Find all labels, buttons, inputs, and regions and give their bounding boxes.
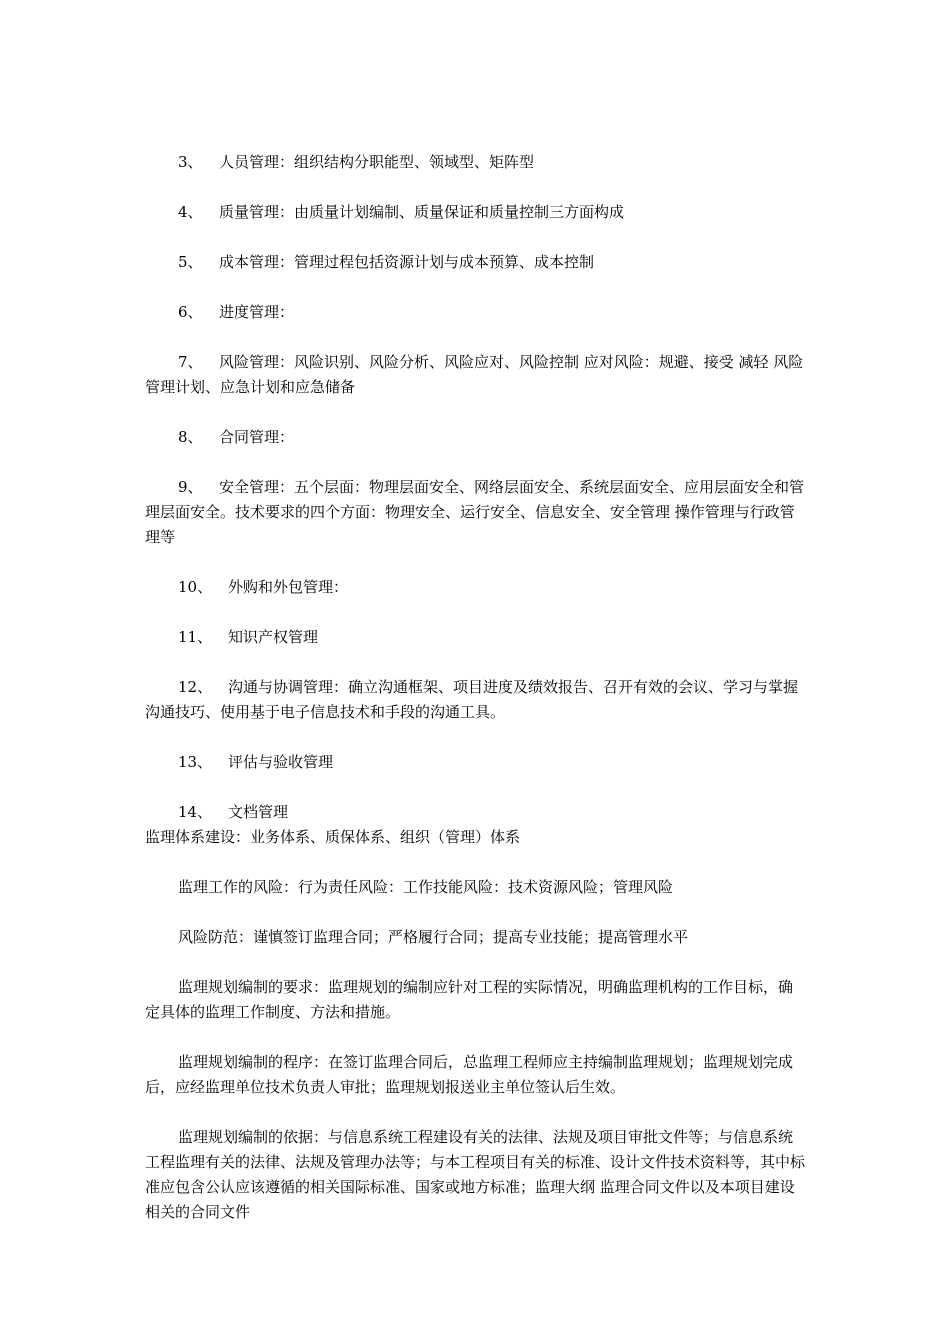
list-text: 进度管理： xyxy=(219,303,295,321)
list-text: 文档管理 xyxy=(228,803,289,821)
list-text: 风险管理：风险识别、风险分析、风险应对、风险控制 应对风险：规避、接受 减轻 风险管理计划、应急计划和应急储备 xyxy=(145,353,804,396)
list-text: 外购和外包管理： xyxy=(228,578,349,596)
list-number: 11、 xyxy=(178,628,213,646)
document-body xyxy=(145,150,807,1250)
list-number: 8、 xyxy=(178,428,203,446)
list-item-8 xyxy=(145,425,807,450)
paragraph-supervision-system: 监理体系建设：业务体系、质保体系、组织（管理）体系 xyxy=(145,828,521,846)
paragraph-planning-requirements: 监理规划编制的要求：监理规划的编制应针对工程的实际情况，明确监理机构的工作目标，确定具体的监理工作制度、方法和措施。 xyxy=(145,978,794,1021)
list-text: 沟通与协调管理：确立沟通框架、项目进度及绩效报告、召开有效的会议、学习与掌握沟通技巧、使用基于电子信息技术和手段的沟通工具。 xyxy=(145,678,799,721)
paragraph-risk-prevention: 风险防范：谨慎签订监理合同；严格履行合同；提高专业技能；提高管理水平 xyxy=(178,928,689,946)
list-text: 评估与验收管理 xyxy=(228,753,334,771)
list-item-3 xyxy=(145,150,807,175)
list-text: 安全管理：五个层面：物理层面安全、网络层面安全、系统层面安全、应用层面安全和管理层面安全。技术要求的四个方面：物理安全、运行安全、信息安全、安全管理 操作管理与行政管理等 xyxy=(145,478,805,546)
list-item-10 xyxy=(145,575,807,600)
list-item-13 xyxy=(145,750,807,775)
list-text: 人员管理：组织结构分职能型、领域型、矩阵型 xyxy=(219,153,535,171)
list-item-12 xyxy=(145,675,807,725)
list-text: 合同管理： xyxy=(219,428,295,446)
list-number: 4、 xyxy=(178,203,203,221)
paragraph-supervision-risks: 监理工作的风险：行为责任风险：工作技能风险：技术资源风险；管理风险 xyxy=(178,878,674,896)
paragraph-planning-basis: 监理规划编制的依据：与信息系统工程建设有关的法律、法规及项目审批文件等；与信息系统工程监理有关的法律、法规及管理办法等；与本工程项目有关的标准、设计文件技术资料等，其中标准应包含公认应该遵循的相关国际标准、国家或地方标准；监理大纲 监理合同文件以及本项目建设相关的合同文件 xyxy=(145,1128,806,1221)
list-number: 14、 xyxy=(178,803,213,821)
list-number: 7、 xyxy=(178,353,203,371)
list-text: 质量管理：由质量计划编制、质量保证和质量控制三方面构成 xyxy=(219,203,625,221)
list-number: 6、 xyxy=(178,303,203,321)
list-item-5 xyxy=(145,250,807,275)
list-number: 9、 xyxy=(178,478,203,496)
paragraph-planning-procedure: 监理规划编制的程序：在签订监理合同后，总监理工程师应主持编制监理规划；监理规划完成后，应经监理单位技术负责人审批；监理规划报送业主单位签认后生效。 xyxy=(145,1053,794,1096)
list-item-4 xyxy=(145,200,807,225)
list-text: 知识产权管理 xyxy=(228,628,319,646)
list-item-6 xyxy=(145,300,807,325)
list-text: 成本管理：管理过程包括资源计划与成本预算、成本控制 xyxy=(219,253,595,271)
list-item-11 xyxy=(145,625,807,650)
list-number: 10、 xyxy=(178,578,213,596)
list-number: 13、 xyxy=(178,753,213,771)
list-item-9 xyxy=(145,475,807,550)
list-number: 5、 xyxy=(178,253,203,271)
list-number: 3、 xyxy=(178,153,203,171)
list-item-14 xyxy=(145,800,807,825)
list-number: 12、 xyxy=(178,678,213,696)
list-item-7 xyxy=(145,350,807,400)
